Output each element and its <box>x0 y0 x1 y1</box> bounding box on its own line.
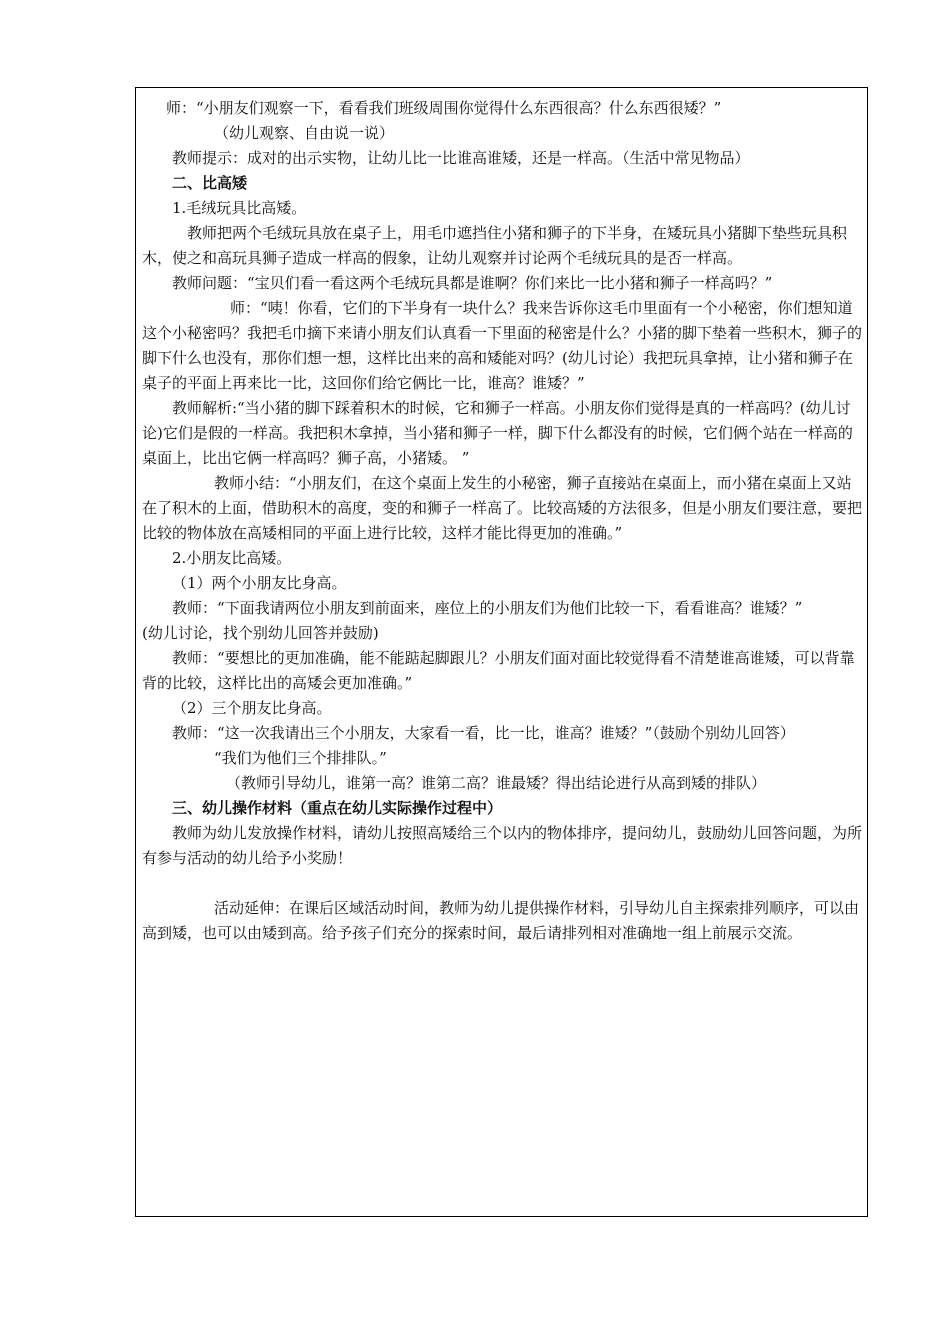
paragraph: 二、比高矮 <box>172 174 248 192</box>
paragraph: 教师小结：“小朋友们，在这个桌面上发生的小秘密，狮子直接站在桌面上，而小猪在桌面上又站在了积木的上面，借助积木的高度，变的和狮子一样高了。比较高矮的方法很多，但是小朋友们要注意，要把比较的物体放在高矮相同的平面上进行比较，这样才能比得更加的准确。” <box>142 474 863 542</box>
paragraph: (幼儿讨论，找个别幼儿回答并鼓励) <box>142 624 379 642</box>
paragraph: （教师引导幼儿，谁第一高？谁第二高？谁最矮？得出结论进行从高到矮的排队） <box>226 774 767 792</box>
paragraph: 师：“小朋友们观察一下，看看我们班级周围你觉得什么东西很高？什么东西很矮？” <box>166 99 722 117</box>
paragraph: 教师为幼儿发放操作材料，请幼儿按照高矮给三个以内的物体排序，提问幼儿，鼓励幼儿回答问题，为所有参与活动的幼儿给予小奖励！ <box>142 824 863 867</box>
paragraph: “我们为他们三个排排队。” <box>214 749 387 767</box>
paragraph: 教师问题：“宝贝们看一看这两个毛绒玩具都是谁啊？你们来比一比小猪和狮子一样高吗？” <box>172 274 773 292</box>
paragraph: 活动延伸：在课后区域活动时间，教师为幼儿提供操作材料，引导幼儿自主探索排列顺序，可以由高到矮，也可以由矮到高。给予孩子们充分的探索时间，最后请排列相对准确地一组上前展示交流。 <box>142 899 860 942</box>
paragraph: 2.小朋友比高矮。 <box>172 549 292 567</box>
lesson-plan-text <box>142 96 864 946</box>
paragraph: 教师提示：成对的出示实物，让幼儿比一比谁高谁矮，还是一样高。（生活中常见物品） <box>172 149 750 167</box>
paragraph: （幼儿观察、自由说一说） <box>214 124 395 142</box>
paragraph: 教师：“下面我请两位小朋友到前面来，座位上的小朋友们为他们比较一下，看看谁高？谁矮？” <box>172 599 803 617</box>
paragraph: 教师：“要想比的更加准确，能不能踮起脚跟儿？小朋友们面对面比较觉得看不清楚谁高谁矮，可以背靠背的比较，这样比出的高矮会更加准确。” <box>142 649 855 692</box>
paragraph: 1.毛绒玩具比高矮。 <box>172 199 307 217</box>
blank-line <box>142 871 864 896</box>
paragraph: 三、幼儿操作材料（重点在幼儿实际操作过程中） <box>172 799 503 817</box>
paragraph: （1）两个小朋友比身高。 <box>172 574 347 592</box>
paragraph: 教师：“这一次我请出三个小朋友，大家看一看，比一比，谁高？谁矮？”（鼓励个别幼儿回答） <box>172 724 795 742</box>
paragraph: 教师把两个毛绒玩具放在桌子上，用毛巾遮挡住小猪和狮子的下半身，在矮玩具小猪脚下垫些玩具积木，使之和高玩具狮子造成一样高的假象，让幼儿观察并讨论两个毛绒玩具的是否一样高。 <box>142 224 848 267</box>
paragraph: 教师解析:“当小猪的脚下踩着积木的时候，它和狮子一样高。小朋友你们觉得是真的一样高吗？(幼儿讨论)它们是假的一样高。我把积木拿掉，当小猪和狮子一样，脚下什么都没有的时候，它们俩个站在一样高的桌面上，比出它俩一样高吗？狮子高，小猪矮。 ” <box>142 399 853 467</box>
paragraph: （2）三个朋友比身高。 <box>172 699 332 717</box>
paragraph: 师：“咦！你看，它们的下半身有一块什么？我来告诉你这毛巾里面有一个小秘密，你们想知道这个小秘密吗？我把毛巾摘下来请小朋友们认真看一下里面的秘密是什么？小猪的脚下垫着一些积木，狮子的脚下什么也没有，那你们想一想，这样比出来的高和矮能对吗？(幼儿讨论）我把玩具拿掉，让小猪和狮子在桌子的平面上再来比一比，这回你们给它俩比一比，谁高？谁矮？” <box>142 299 863 392</box>
